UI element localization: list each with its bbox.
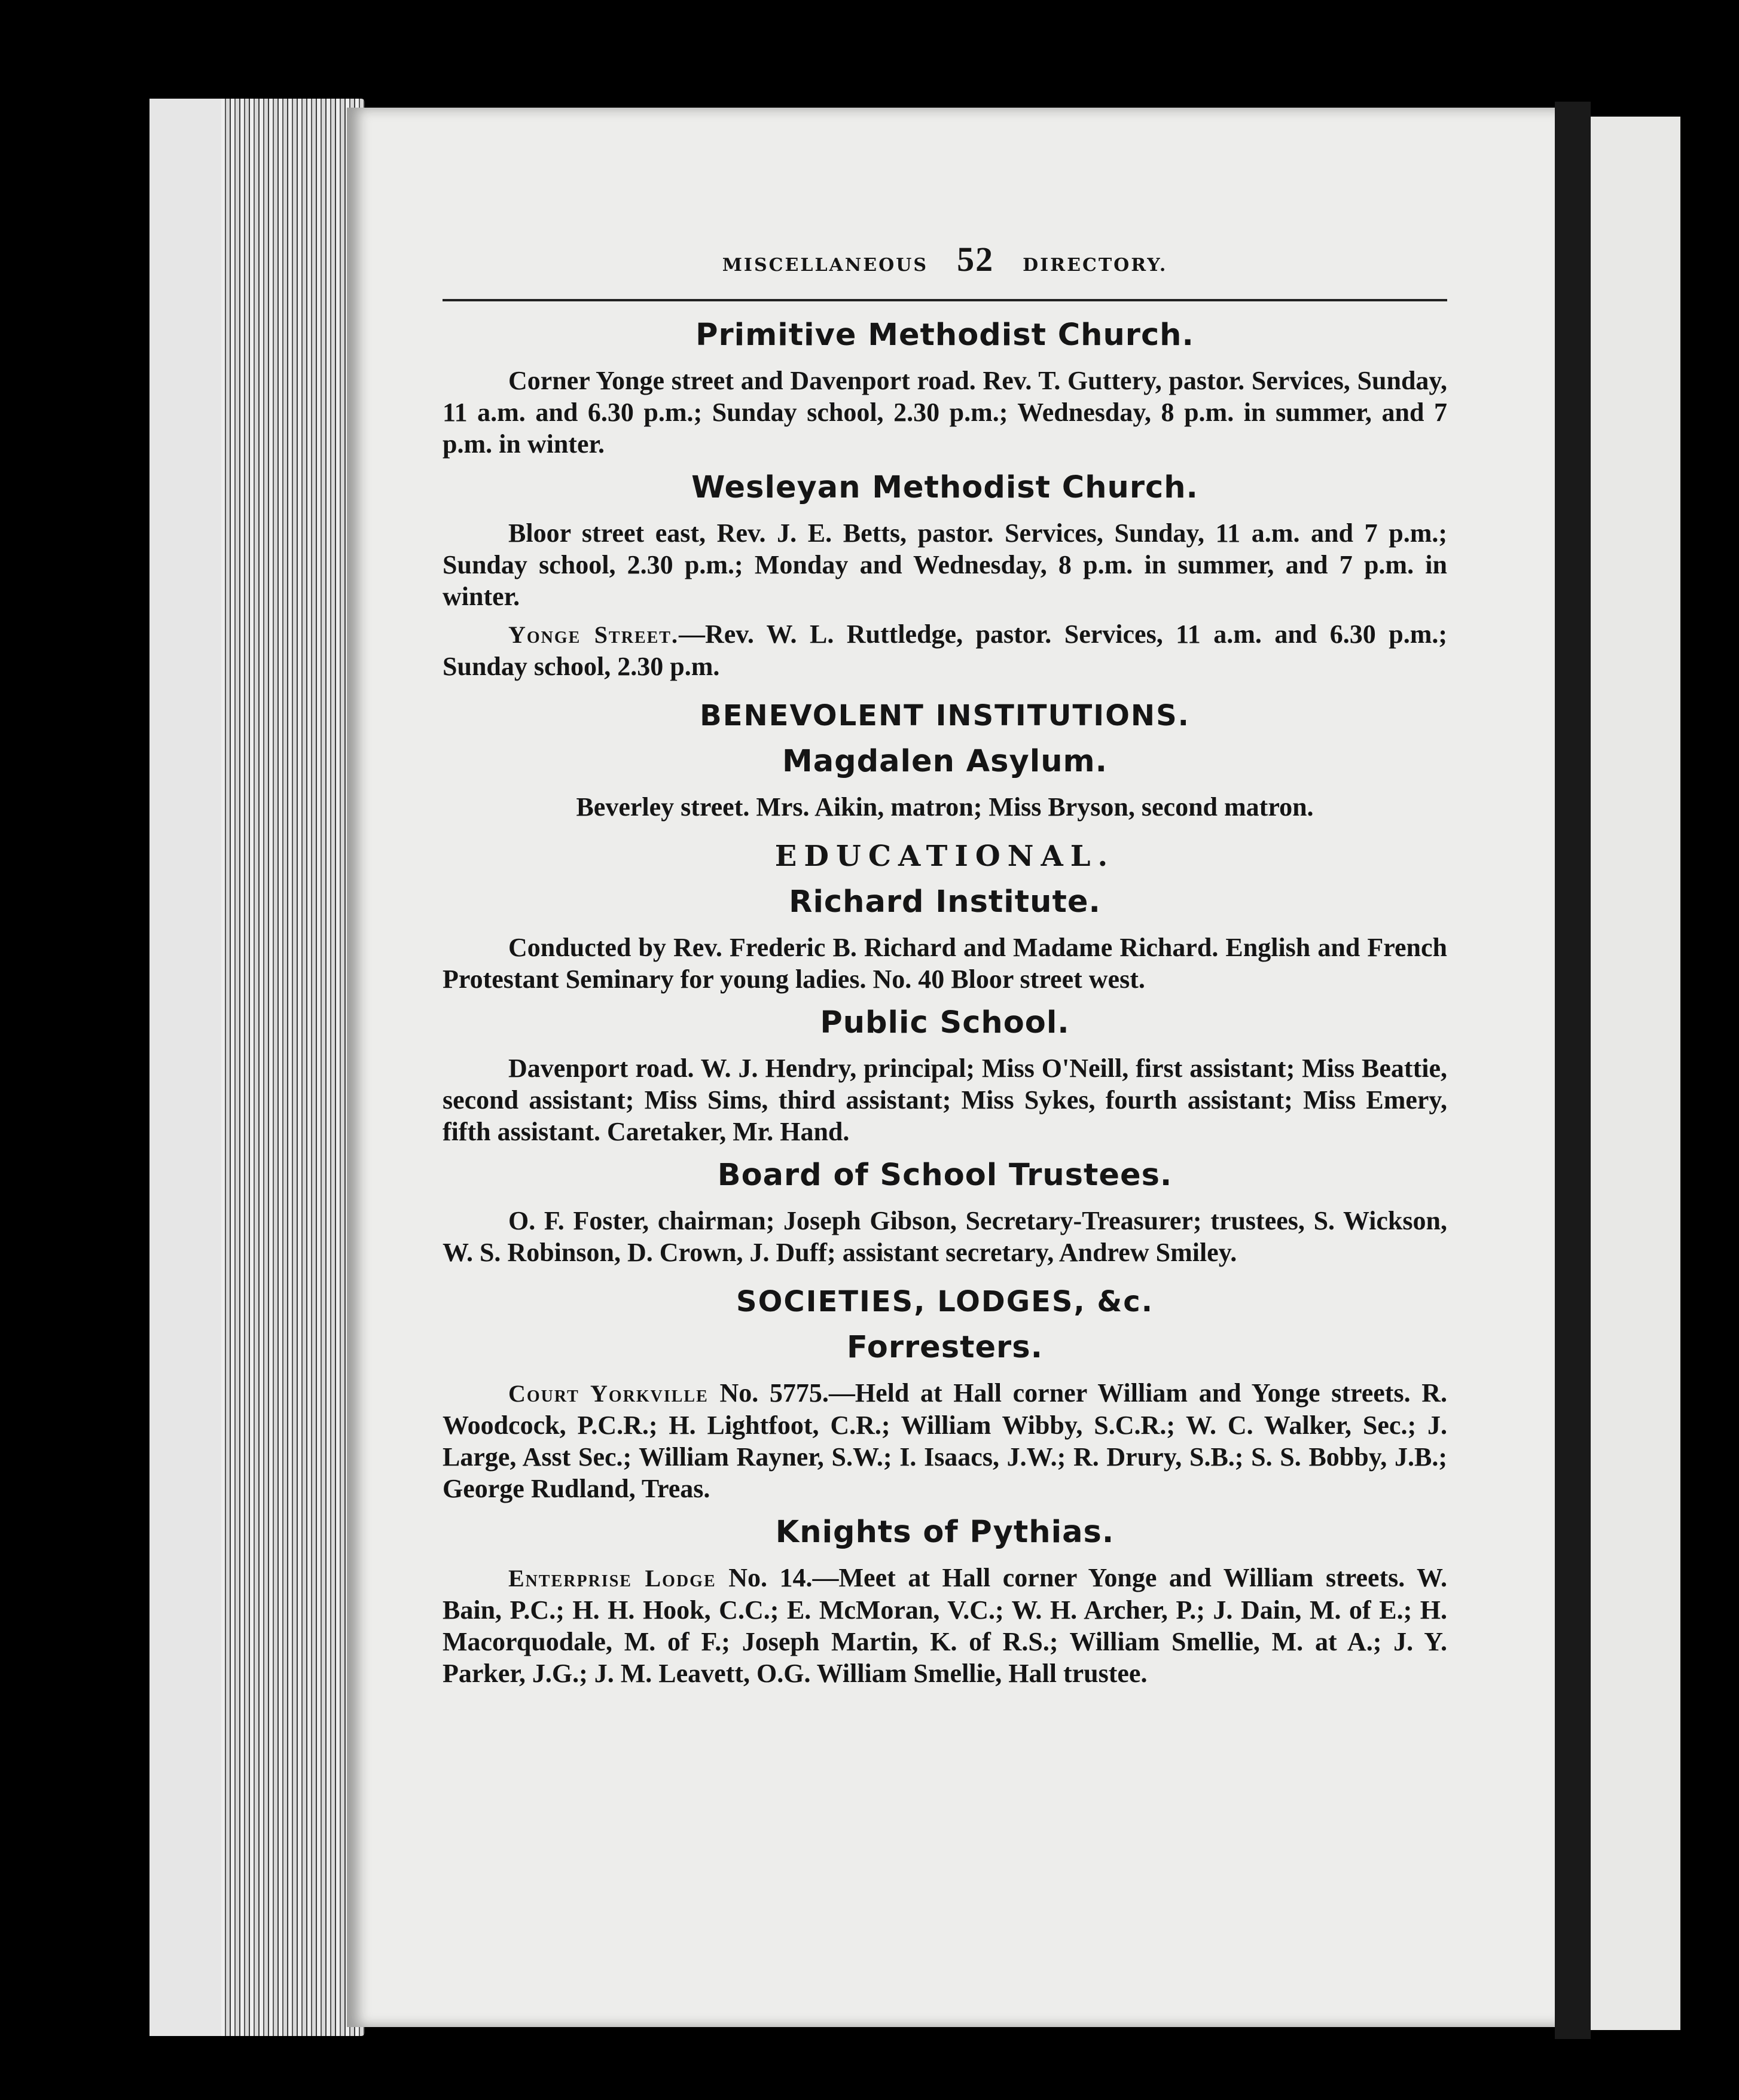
page-number: 52	[957, 240, 994, 279]
directory-sections	[443, 317, 1447, 1689]
directory-entry	[443, 1562, 1447, 1689]
section-title: Forresters.	[847, 1330, 1043, 1365]
category-heading: SOCIETIES, LODGES, &c.	[736, 1285, 1154, 1318]
running-head-left: MISCELLANEOUS	[722, 255, 929, 276]
directory-entry: Conducted by Rev. Frederic B. Richard and Madame Richard. English and French Protestant Seminary for young ladies. No. 40 Bloor street west.	[443, 933, 1447, 994]
section-title: Knights of Pythias.	[775, 1515, 1115, 1550]
entry-text: No. 5775.—Held at Hall corner William and Yonge streets. R. Woodcock, P.C.R.; H. Lightfoot, C.R.; William Wibby, S.C.R.; W. C. Walker, Sec.; J. Large, Asst Sec.; William Rayner, S.W.; I. Isaacs, J.W.; R. Drury, S.B.; S. S. Bobby, J.B.; George Rudland, Treas.	[443, 1378, 1448, 1503]
directory-entry: Corner Yonge street and Davenport road. Rev. T. Guttery, pastor. Services, Sunday, 11 a.m. and 6.30 p.m.; Sunday school, 2.30 p.m.; Wednesday, 8 p.m. in summer, and 7 p.m. in winter.	[443, 366, 1447, 459]
section-title: Richard Institute.	[789, 884, 1101, 920]
directory-entry: Davenport road. W. J. Hendry, principal; Miss O'Neill, first assistant; Miss Beattie, second assistant; Miss Sims, third assistant; Miss Sykes, fourth assistant; Miss Emery, fifth assistant. Caretaker, Mr. Hand.	[443, 1054, 1447, 1146]
entry-lead: Yonge Street.	[508, 621, 679, 648]
book-gutter	[1555, 102, 1591, 2039]
directory-entry	[443, 1377, 1447, 1504]
section-title: Board of School Trustees.	[717, 1158, 1173, 1193]
header-rule	[443, 299, 1447, 301]
directory-entry	[443, 618, 1447, 682]
entry-lead: Enterprise Lodge	[508, 1565, 716, 1592]
directory-entry: Bloor street east, Rev. J. E. Betts, pastor. Services, Sunday, 11 a.m. and 7 p.m.; Sunday school, 2.30 p.m.; Monday and Wednesday, 8 p.m. in summer, and 7 p.m. in winter.	[443, 518, 1447, 611]
category-heading: BENEVOLENT INSTITUTIONS.	[700, 699, 1190, 732]
facing-page-strip	[1591, 117, 1680, 2030]
section-title: Primitive Methodist Church.	[695, 318, 1194, 353]
entry-text: —Rev. W. L. Ruttledge, pastor. Services, 11 a.m. and 6.30 p.m.; Sunday school, 2.30 p.m.	[443, 619, 1447, 681]
running-head-right: DIRECTORY.	[1023, 255, 1168, 276]
entry-lead: Court Yorkville	[508, 1380, 709, 1407]
directory-entry: O. F. Foster, chairman; Joseph Gibson, Secretary-Treasurer; trustees, S. Wickson, W. S. Robinson, D. Crown, J. Duff; assistant secretary, Andrew Smiley.	[443, 1206, 1447, 1267]
section-title: Wesleyan Methodist Church.	[691, 470, 1198, 505]
section-title: Magdalen Asylum.	[782, 744, 1108, 779]
book-page-edges-outer	[150, 99, 221, 2036]
category-heading: EDUCATIONAL.	[774, 840, 1115, 873]
directory-entry: Beverley street. Mrs. Aikin, matron; Miss Bryson, second matron.	[576, 792, 1314, 822]
entry-text: No. 14.—Meet at Hall corner Yonge and William streets. W. Bain, P.C.; H. H. Hook, C.C.; E. McMoran, V.C.; W. H. Archer, P.; J. Dain, M. of E.; H. Macorquodale, M. of F.; Joseph Martin, K. of R.S.; William Smellie, M. at A.; J. Y. Parker, J.G.; J. M. Leavett, O.G. William Smellie, Hall trustee.	[443, 1563, 1448, 1688]
page-content	[443, 239, 1447, 1695]
running-head	[443, 239, 1447, 299]
section-title: Public School.	[820, 1005, 1070, 1040]
